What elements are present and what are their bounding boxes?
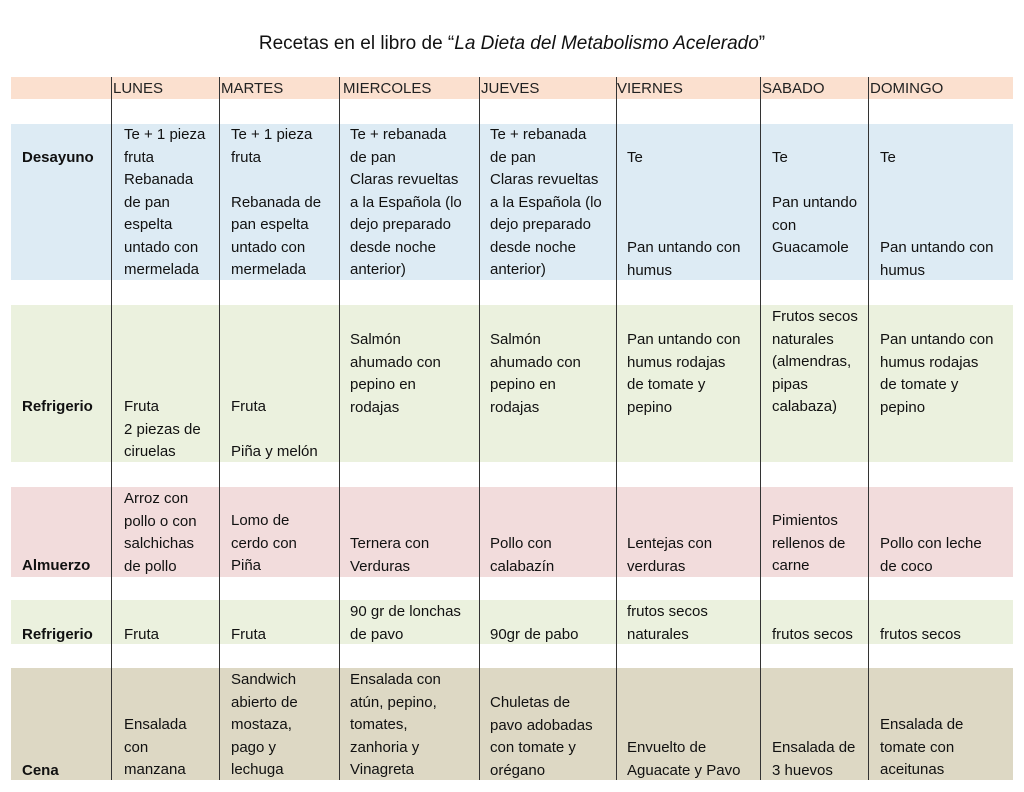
refrigerio-miercoles: Salmón ahumado con pepino en rodajas <box>350 331 441 416</box>
cena-martes: Sandwich abierto de mostaza, pago y lechuga <box>231 671 298 778</box>
refrigerio2-martes: Fruta <box>231 626 267 643</box>
day-header-martes: MARTES <box>221 80 284 97</box>
cena-viernes: Envuelto de Aguacate y Pavo <box>627 739 741 779</box>
almuerzo-domingo: Pollo con leche de coco <box>880 535 982 575</box>
title-suffix: ” <box>758 33 766 54</box>
column-divider <box>760 77 761 780</box>
cena-domingo: Ensalada de tomate con aceitunas <box>880 716 964 778</box>
desayuno-viernes: Te Pan untando con humus <box>627 149 741 279</box>
row-label-cena: Cena <box>22 762 59 779</box>
desayuno-lunes: Te + 1 pieza fruta Rebanada de pan espelta untado con mermelada <box>124 126 206 278</box>
refrigerio-viernes: Pan untando con humus rodajas de tomate y pepino <box>627 331 741 416</box>
almuerzo-lunes: Arroz con pollo o con salchichas de pollo <box>124 490 197 575</box>
day-header-lunes: LUNES <box>113 80 164 97</box>
refrigerio-domingo: Pan untando con humus rodajas de tomate y pepino <box>880 331 994 416</box>
refrigerio2-sabado: frutos secos <box>772 626 853 643</box>
column-divider <box>219 77 220 780</box>
row-label-almuerzo: Almuerzo <box>22 557 91 574</box>
title-book: La Dieta del Metabolismo Acelerado <box>454 33 759 54</box>
cena-miercoles: Ensalada con atún, pepino, tomates, zanhoria y Vinagreta <box>350 671 441 778</box>
refrigerio-martes: Fruta Piña y melón <box>231 398 318 460</box>
desayuno-domingo: Te Pan untando con humus <box>880 149 994 279</box>
refrigerio-sabado: Frutos secos naturales (almendras, pipas calabaza) <box>772 308 858 415</box>
cena-lunes: Ensalada con manzana <box>124 716 187 778</box>
day-header-viernes: VIERNES <box>617 80 683 97</box>
title-prefix: Recetas en el libro de “ <box>258 33 455 54</box>
day-header-miercoles: MIERCOLES <box>343 80 432 97</box>
refrigerio-lunes: Fruta 2 piezas de ciruelas <box>124 398 201 460</box>
desayuno-miercoles: Te + rebanada de pan Claras revueltas a la Española (lo dejo preparado desde noche anterior) <box>350 126 462 278</box>
column-divider <box>616 77 617 780</box>
column-divider <box>111 77 112 780</box>
cena-sabado: Ensalada de 3 huevos <box>772 739 856 779</box>
row-label-refrigerio: Refrigerio <box>22 626 93 643</box>
almuerzo-viernes: Lentejas con verduras <box>627 535 713 575</box>
row-label-refrigerio: Refrigerio <box>22 398 93 415</box>
almuerzo-jueves: Pollo con calabazín <box>490 535 555 575</box>
almuerzo-martes: Lomo de cerdo con Piña <box>231 512 297 574</box>
desayuno-sabado: Te Pan untando con Guacamole <box>772 149 858 256</box>
refrigerio2-miercoles: 90 gr de lonchas de pavo <box>350 603 461 643</box>
column-divider <box>479 77 480 780</box>
refrigerio-jueves: Salmón ahumado con pepino en rodajas <box>490 331 581 416</box>
refrigerio2-lunes: Fruta <box>124 626 160 643</box>
almuerzo-sabado: Pimientos rellenos de carne <box>772 512 846 574</box>
refrigerio2-domingo: frutos secos <box>880 626 961 643</box>
column-divider <box>868 77 869 780</box>
almuerzo-miercoles: Ternera con Verduras <box>350 535 430 575</box>
page-title <box>0 33 1024 55</box>
refrigerio2-jueves: 90gr de pabo <box>490 626 579 643</box>
refrigerio2-viernes: frutos secos naturales <box>627 603 708 643</box>
desayuno-martes: Te + 1 pieza fruta Rebanada de pan espelta untado con mermelada <box>231 126 322 278</box>
day-header-jueves: JUEVES <box>481 80 540 97</box>
column-divider <box>339 77 340 780</box>
day-header-domingo: DOMINGO <box>870 80 944 97</box>
desayuno-jueves: Te + rebanada de pan Claras revueltas a la Española (lo dejo preparado desde noche anterior) <box>490 126 602 278</box>
row-label-desayuno: Desayuno <box>22 149 94 166</box>
cena-jueves: Chuletas de pavo adobadas con tomate y orégano <box>490 694 593 779</box>
day-header-sabado: SABADO <box>762 80 825 97</box>
